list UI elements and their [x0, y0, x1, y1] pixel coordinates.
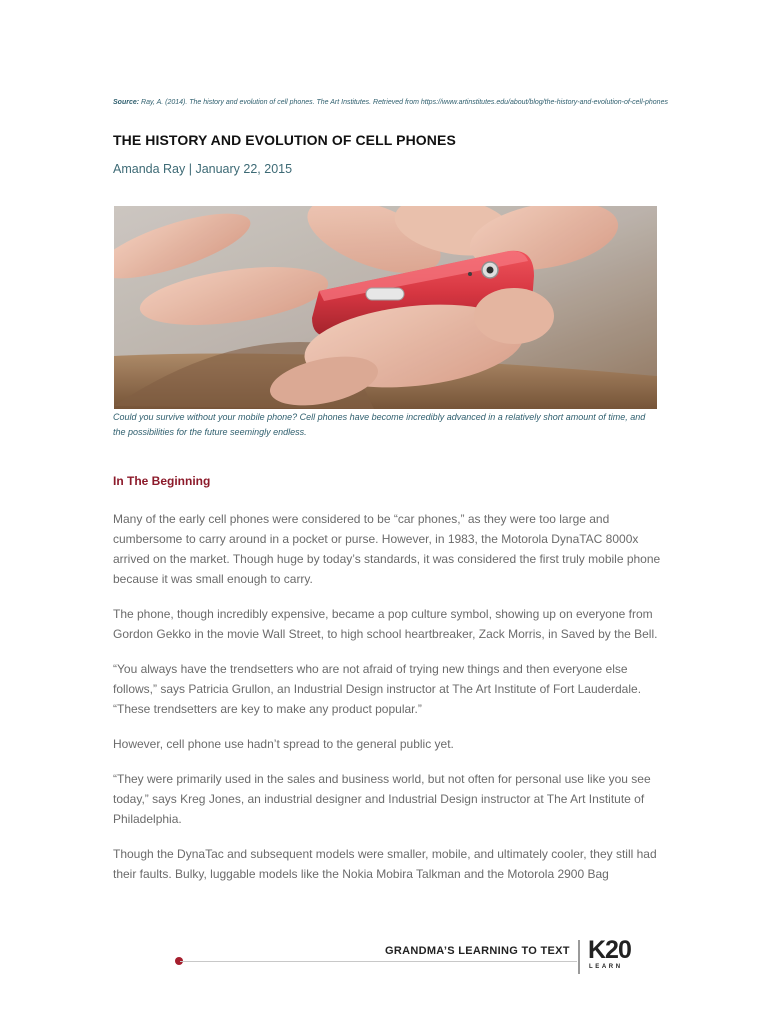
paragraph: “You always have the trendsetters who are not afraid of trying new things and then everyone else follows,” says Patricia Grullon, an Industrial Design instructor at The Art Institute of Fort Lauderdale. “These trendsetters are key to make any product popular.” — [113, 662, 642, 716]
footer-divider — [578, 940, 580, 974]
article-byline: Amanda Ray | January 22, 2015 — [113, 162, 293, 176]
k20-logo: K20 — [588, 936, 631, 964]
photo-caption: Could you survive without your mobile phone? Cell phones have become incredibly advanced in a relatively short amount of time, and the possibilities for the future seemingly endless. — [113, 412, 646, 437]
phone-in-hands-image — [114, 206, 657, 409]
paragraph: Though the DynaTac and subsequent models were smaller, mobile, and ultimately cooler, they still had their faults. Bulky, luggable models like the Nokia Mobira Talkman and the Motorola 2900 Bag — [113, 847, 657, 881]
paragraph: However, cell phone use hadn’t spread to the general public yet. — [113, 737, 454, 751]
article-body — [113, 509, 673, 899]
k20-logo-learn: LEARN — [589, 964, 623, 970]
section-heading: In The Beginning — [113, 474, 211, 488]
article-title: THE HISTORY AND EVOLUTION OF CELL PHONES — [113, 132, 456, 148]
article-photo — [114, 206, 657, 409]
paragraph: Many of the early cell phones were considered to be “car phones,” as they were too large and cumbersome to carry around in a pocket or purse. However, in 1983, the Motorola DynaTAC 8000x arrived on the market. Though huge by today’s standards, it was considered the first truly mobile phone because it was small enough to carry. — [113, 512, 661, 586]
footer-lesson-title: GRANDMA’S LEARNING TO TEXT — [385, 945, 570, 957]
source-text: Ray, A. (2014). The history and evolution of cell phones. The Art Institutes. Retrieved from https://www.artinstitutes.edu/about/blog/the-history-and-evolution-of-cell-phones — [141, 99, 668, 106]
paragraph: The phone, though incredibly expensive, became a pop culture symbol, showing up on everyone from Gordon Gekko in the movie Wall Street, to high school heartbreaker, Zack Morris, in Saved by the Bell. — [113, 607, 658, 641]
source-citation — [113, 98, 673, 108]
footer-rule — [180, 961, 577, 962]
source-label: Source: — [113, 99, 140, 106]
paragraph: “They were primarily used in the sales and business world, but not often for personal use like you see today,” says Kreg Jones, an industrial designer and Industrial Design instructor at The Art Institute of Philadelphia. — [113, 772, 651, 826]
